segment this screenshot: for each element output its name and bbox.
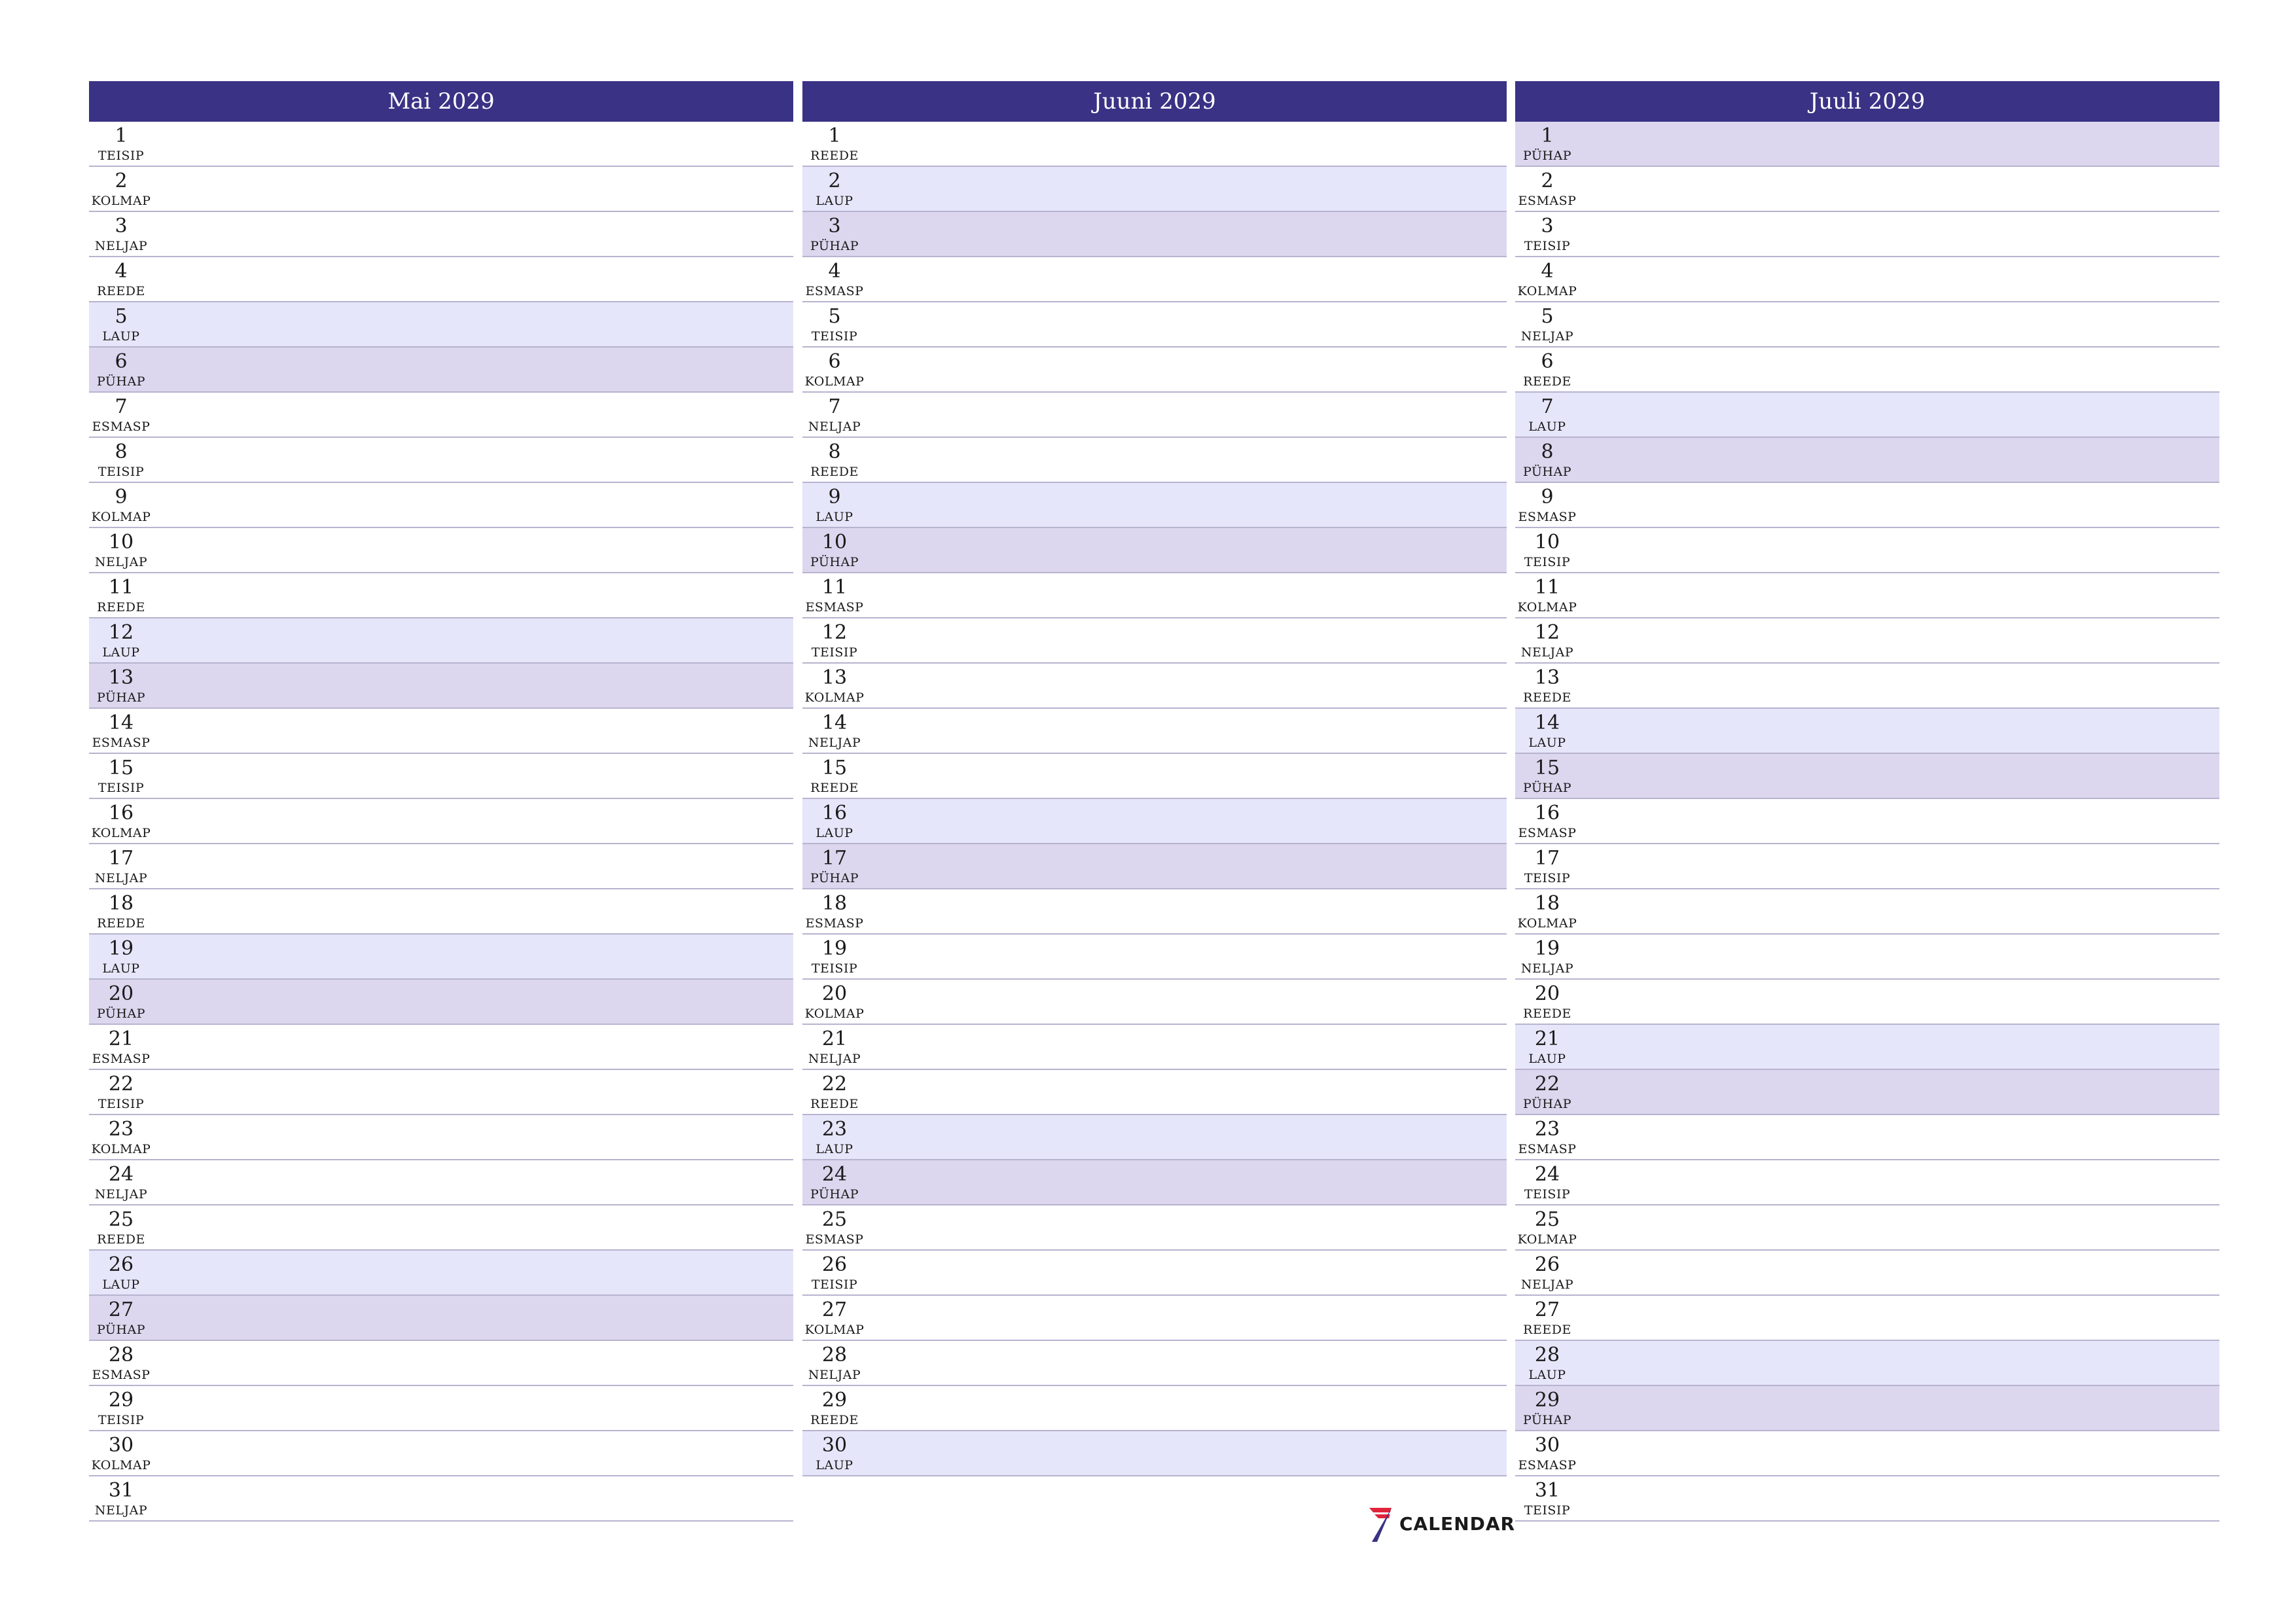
day-row[interactable] [1515, 348, 2219, 393]
day-number: 9 [828, 486, 841, 508]
day-row[interactable] [89, 1476, 793, 1522]
day-number: 25 [1534, 1208, 1560, 1231]
weekday-label: KOLMAP [91, 1142, 151, 1156]
weekday-label: KOLMAP [91, 826, 151, 840]
day-row[interactable] [89, 664, 793, 709]
day-row[interactable] [89, 1431, 793, 1476]
day-number: 10 [821, 531, 848, 554]
day-number: 11 [1534, 576, 1560, 599]
day-number: 20 [108, 982, 134, 1005]
day-number: 17 [1534, 847, 1560, 870]
day-number: 20 [1534, 982, 1560, 1005]
weekday-label: PÜHAP [96, 374, 146, 389]
day-row[interactable] [89, 1025, 793, 1070]
day-row[interactable] [1515, 889, 2219, 935]
day-row[interactable] [802, 664, 1507, 709]
weekday-label: TEISIP [98, 1413, 145, 1427]
weekday-label: NELJAP [1520, 645, 1574, 660]
weekday-label: LAUP [1528, 1052, 1566, 1066]
day-number: 16 [108, 802, 134, 825]
day-number: 16 [821, 802, 848, 825]
day-row[interactable] [802, 438, 1507, 483]
day-list [89, 122, 793, 1522]
day-row[interactable] [89, 212, 793, 257]
day-row[interactable] [802, 799, 1507, 844]
weekday-label: ESMASP [805, 600, 864, 615]
day-row[interactable] [1515, 1386, 2219, 1431]
day-row[interactable] [89, 618, 793, 664]
day-number: 6 [1541, 350, 1554, 373]
day-row[interactable] [89, 1251, 793, 1296]
day-number: 5 [1541, 305, 1554, 328]
day-number: 21 [108, 1027, 134, 1050]
day-number: 3 [115, 215, 128, 238]
weekday-label: TEISIP [98, 465, 145, 479]
weekday-label: LAUP [816, 826, 853, 840]
weekday-label: TEISIP [1524, 871, 1571, 885]
day-row[interactable] [89, 754, 793, 799]
weekday-label: ESMASP [1518, 1458, 1577, 1472]
month-title: Mai 2029 [89, 81, 793, 122]
day-number: 15 [108, 757, 134, 779]
day-number: 17 [821, 847, 848, 870]
day-row[interactable] [802, 844, 1507, 889]
day-number: 31 [108, 1479, 134, 1502]
weekday-label: LAUP [1528, 419, 1566, 434]
day-number: 1 [115, 124, 128, 147]
day-row[interactable] [89, 573, 793, 618]
weekday-label: REEDE [810, 149, 859, 163]
day-row[interactable] [1515, 1476, 2219, 1522]
weekday-label: TEISIP [1524, 555, 1571, 569]
day-row[interactable] [1515, 754, 2219, 799]
day-number: 16 [1534, 802, 1560, 825]
weekday-label: PÜHAP [96, 1323, 146, 1337]
day-number: 28 [108, 1344, 134, 1366]
day-number: 5 [828, 305, 841, 328]
weekday-label: KOLMAP [1517, 600, 1577, 615]
weekday-label: PÜHAP [1522, 781, 1572, 795]
day-number: 25 [821, 1208, 848, 1231]
day-number: 10 [108, 531, 134, 554]
day-row[interactable] [802, 167, 1507, 212]
day-row[interactable] [89, 889, 793, 935]
day-number: 28 [821, 1344, 848, 1366]
weekday-label: NELJAP [94, 1187, 148, 1202]
day-number: 7 [115, 395, 128, 418]
day-number: 3 [1541, 215, 1554, 238]
day-row[interactable] [89, 799, 793, 844]
weekday-label: TEISIP [98, 781, 145, 795]
day-number: 8 [115, 440, 128, 463]
weekday-label: LAUP [816, 194, 853, 208]
day-number: 4 [828, 260, 841, 283]
day-row[interactable] [802, 348, 1507, 393]
day-row[interactable] [1515, 618, 2219, 664]
weekday-label: KOLMAP [91, 194, 151, 208]
weekday-label: PÜHAP [1522, 149, 1572, 163]
weekday-label: KOLMAP [804, 1323, 865, 1337]
day-number: 6 [828, 350, 841, 373]
day-number: 9 [1541, 486, 1554, 508]
day-row[interactable] [1515, 483, 2219, 528]
day-row[interactable] [89, 1341, 793, 1386]
day-row[interactable] [1515, 1025, 2219, 1070]
day-row[interactable] [89, 1070, 793, 1115]
day-number: 2 [828, 169, 841, 192]
day-number: 19 [1534, 937, 1560, 960]
day-row[interactable] [1515, 257, 2219, 302]
day-number: 2 [115, 169, 128, 192]
day-number: 19 [108, 937, 134, 960]
month-column-june [802, 81, 1507, 1476]
day-number: 21 [1534, 1027, 1560, 1050]
day-number: 19 [821, 937, 848, 960]
day-number: 14 [108, 711, 134, 734]
weekday-label: ESMASP [805, 916, 864, 931]
day-number: 6 [115, 350, 128, 373]
weekday-label: KOLMAP [1517, 1232, 1577, 1247]
day-number: 29 [108, 1389, 134, 1412]
day-row[interactable] [802, 528, 1507, 573]
day-number: 11 [108, 576, 134, 599]
weekday-label: TEISIP [98, 1097, 145, 1111]
weekday-label: LAUP [1528, 736, 1566, 750]
weekday-label: PÜHAP [810, 871, 859, 885]
day-row[interactable] [802, 1341, 1507, 1386]
weekday-label: REEDE [1523, 1323, 1571, 1337]
day-row[interactable] [1515, 709, 2219, 754]
day-row[interactable] [89, 935, 793, 980]
day-row[interactable] [802, 1386, 1507, 1431]
day-row[interactable] [802, 980, 1507, 1025]
day-number: 18 [821, 892, 848, 915]
weekday-label: KOLMAP [1517, 916, 1577, 931]
weekday-label: PÜHAP [1522, 1097, 1572, 1111]
day-row[interactable] [1515, 1115, 2219, 1160]
weekday-label: ESMASP [805, 1232, 864, 1247]
weekday-label: REEDE [97, 600, 145, 615]
weekday-label: KOLMAP [91, 510, 151, 524]
weekday-label: LAUP [1528, 1368, 1566, 1382]
weekday-label: TEISIP [1524, 1187, 1571, 1202]
day-row[interactable] [1515, 212, 2219, 257]
day-row[interactable] [802, 618, 1507, 664]
weekday-label: LAUP [102, 645, 140, 660]
day-row[interactable] [1515, 1296, 2219, 1341]
day-row[interactable] [1515, 664, 2219, 709]
day-row[interactable] [802, 1431, 1507, 1476]
day-row[interactable] [89, 1296, 793, 1341]
day-row[interactable] [802, 1251, 1507, 1296]
weekday-label: LAUP [816, 1458, 853, 1472]
day-row[interactable] [802, 1205, 1507, 1251]
day-number: 22 [108, 1073, 134, 1096]
day-row[interactable] [89, 438, 793, 483]
weekday-label: REEDE [97, 284, 145, 298]
weekday-label: PÜHAP [1522, 1413, 1572, 1427]
weekday-label: NELJAP [808, 1368, 861, 1382]
day-row[interactable] [89, 393, 793, 438]
weekday-label: KOLMAP [804, 690, 865, 705]
day-row[interactable] [802, 257, 1507, 302]
day-number: 30 [821, 1434, 848, 1457]
day-row[interactable] [1515, 1205, 2219, 1251]
day-number: 30 [1534, 1434, 1560, 1457]
weekday-label: TEISIP [811, 645, 858, 660]
day-number: 22 [821, 1073, 848, 1096]
weekday-label: REEDE [810, 1097, 859, 1111]
day-row[interactable] [802, 573, 1507, 618]
day-number: 13 [1534, 666, 1560, 689]
day-number: 5 [115, 305, 128, 328]
weekday-label: REEDE [810, 465, 859, 479]
weekday-label: ESMASP [1518, 194, 1577, 208]
day-number: 4 [115, 260, 128, 283]
day-number: 28 [1534, 1344, 1560, 1366]
month-column-july [1515, 81, 2219, 1522]
day-number: 12 [108, 621, 134, 644]
weekday-label: REEDE [97, 1232, 145, 1247]
day-row[interactable] [89, 980, 793, 1025]
day-number: 23 [1534, 1118, 1560, 1141]
day-row[interactable] [802, 1160, 1507, 1205]
weekday-label: NELJAP [94, 1503, 148, 1518]
day-row[interactable] [802, 935, 1507, 980]
logo-text: CALENDAR [1399, 1513, 1516, 1535]
weekday-label: ESMASP [92, 1052, 151, 1066]
day-row[interactable] [1515, 935, 2219, 980]
day-number: 1 [828, 124, 841, 147]
day-row[interactable] [802, 1115, 1507, 1160]
day-number: 13 [821, 666, 848, 689]
day-number: 1 [1541, 124, 1554, 147]
day-number: 24 [1534, 1163, 1560, 1186]
weekday-label: NELJAP [1520, 961, 1574, 976]
day-number: 23 [108, 1118, 134, 1141]
weekday-label: NELJAP [94, 871, 148, 885]
weekday-label: PÜHAP [96, 1007, 146, 1021]
day-number: 12 [821, 621, 848, 644]
day-row[interactable] [1515, 167, 2219, 212]
weekday-label: REEDE [1523, 374, 1571, 389]
day-number: 26 [108, 1253, 134, 1276]
day-row[interactable] [89, 1160, 793, 1205]
day-number: 20 [821, 982, 848, 1005]
weekday-label: LAUP [102, 961, 140, 976]
day-row[interactable] [802, 709, 1507, 754]
day-number: 26 [1534, 1253, 1560, 1276]
month-title: Juuni 2029 [802, 81, 1507, 122]
weekday-label: LAUP [102, 1277, 140, 1292]
weekday-label: LAUP [816, 1142, 853, 1156]
day-row[interactable] [89, 257, 793, 302]
day-row[interactable] [1515, 122, 2219, 167]
day-row[interactable] [802, 393, 1507, 438]
day-row[interactable] [1515, 528, 2219, 573]
day-number: 24 [108, 1163, 134, 1186]
weekday-label: ESMASP [1518, 510, 1577, 524]
weekday-label: REEDE [1523, 690, 1571, 705]
day-number: 23 [821, 1118, 848, 1141]
day-number: 17 [108, 847, 134, 870]
weekday-label: NELJAP [808, 736, 861, 750]
weekday-label: PÜHAP [810, 555, 859, 569]
day-row[interactable] [802, 302, 1507, 348]
weekday-label: TEISIP [98, 149, 145, 163]
day-row[interactable] [802, 1296, 1507, 1341]
weekday-label: KOLMAP [91, 1458, 151, 1472]
day-number: 31 [1534, 1479, 1560, 1502]
day-number: 7 [1541, 395, 1554, 418]
weekday-label: NELJAP [94, 555, 148, 569]
day-number: 14 [821, 711, 848, 734]
day-number: 27 [821, 1298, 848, 1321]
weekday-label: REEDE [97, 916, 145, 931]
weekday-label: PÜHAP [810, 239, 859, 253]
day-number: 15 [821, 757, 848, 779]
month-title: Juuli 2029 [1515, 81, 2219, 122]
day-row[interactable] [1515, 573, 2219, 618]
day-row[interactable] [89, 302, 793, 348]
day-row[interactable] [89, 1115, 793, 1160]
day-row[interactable] [802, 212, 1507, 257]
weekday-label: KOLMAP [1517, 284, 1577, 298]
weekday-label: LAUP [102, 329, 140, 344]
day-row[interactable] [1515, 1070, 2219, 1115]
day-row[interactable] [1515, 799, 2219, 844]
weekday-label: PÜHAP [1522, 465, 1572, 479]
weekday-label: ESMASP [92, 1368, 151, 1382]
day-row[interactable] [1515, 980, 2219, 1025]
brand-logo[interactable] [1367, 1507, 1516, 1543]
day-row[interactable] [89, 1205, 793, 1251]
day-row[interactable] [89, 167, 793, 212]
weekday-label: PÜHAP [810, 1187, 859, 1202]
day-row[interactable] [89, 528, 793, 573]
weekday-label: NELJAP [94, 239, 148, 253]
weekday-label: PÜHAP [96, 690, 146, 705]
day-number: 10 [1534, 531, 1560, 554]
weekday-label: ESMASP [805, 284, 864, 298]
weekday-label: REEDE [810, 781, 859, 795]
weekday-label: NELJAP [808, 419, 861, 434]
day-number: 30 [108, 1434, 134, 1457]
day-number: 13 [108, 666, 134, 689]
day-row[interactable] [1515, 393, 2219, 438]
day-number: 27 [108, 1298, 134, 1321]
weekday-label: REEDE [1523, 1007, 1571, 1021]
day-row[interactable] [89, 1386, 793, 1431]
day-number: 29 [1534, 1389, 1560, 1412]
day-number: 4 [1541, 260, 1554, 283]
day-number: 14 [1534, 711, 1560, 734]
weekday-label: KOLMAP [804, 1007, 865, 1021]
weekday-label: KOLMAP [804, 374, 865, 389]
day-row[interactable] [89, 122, 793, 167]
weekday-label: ESMASP [1518, 826, 1577, 840]
day-number: 11 [821, 576, 848, 599]
day-number: 22 [1534, 1073, 1560, 1096]
day-row[interactable] [802, 1070, 1507, 1115]
day-row[interactable] [1515, 1160, 2219, 1205]
day-number: 24 [821, 1163, 848, 1186]
month-column-may [89, 81, 793, 1522]
day-number: 8 [1541, 440, 1554, 463]
day-number: 15 [1534, 757, 1560, 779]
day-row[interactable] [1515, 438, 2219, 483]
day-row[interactable] [89, 844, 793, 889]
day-list [1515, 122, 2219, 1522]
day-number: 7 [828, 395, 841, 418]
weekday-label: ESMASP [1518, 1142, 1577, 1156]
day-number: 26 [821, 1253, 848, 1276]
day-number: 8 [828, 440, 841, 463]
day-row[interactable] [1515, 1341, 2219, 1386]
day-number: 25 [108, 1208, 134, 1231]
day-list [802, 122, 1507, 1476]
weekday-label: TEISIP [1524, 1503, 1571, 1518]
weekday-label: TEISIP [811, 329, 858, 344]
weekday-label: NELJAP [1520, 329, 1574, 344]
day-row[interactable] [89, 348, 793, 393]
day-number: 12 [1534, 621, 1560, 644]
day-number: 21 [821, 1027, 848, 1050]
weekday-label: NELJAP [1520, 1277, 1574, 1292]
day-row[interactable] [89, 709, 793, 754]
day-number: 3 [828, 215, 841, 238]
weekday-label: NELJAP [808, 1052, 861, 1066]
day-number: 29 [821, 1389, 848, 1412]
day-number: 18 [108, 892, 134, 915]
day-row[interactable] [89, 483, 793, 528]
day-row[interactable] [1515, 302, 2219, 348]
day-row[interactable] [802, 889, 1507, 935]
day-row[interactable] [802, 754, 1507, 799]
day-row[interactable] [1515, 844, 2219, 889]
day-number: 9 [115, 486, 128, 508]
weekday-label: ESMASP [92, 736, 151, 750]
day-row[interactable] [802, 1025, 1507, 1070]
weekday-label: TEISIP [1524, 239, 1571, 253]
day-row[interactable] [1515, 1251, 2219, 1296]
day-number: 18 [1534, 892, 1560, 915]
weekday-label: ESMASP [92, 419, 151, 434]
day-row[interactable] [802, 483, 1507, 528]
seven-logo-icon [1367, 1507, 1393, 1543]
day-row[interactable] [802, 122, 1507, 167]
weekday-label: REEDE [810, 1413, 859, 1427]
day-number: 2 [1541, 169, 1554, 192]
day-number: 27 [1534, 1298, 1560, 1321]
weekday-label: TEISIP [811, 961, 858, 976]
weekday-label: TEISIP [811, 1277, 858, 1292]
weekday-label: LAUP [816, 510, 853, 524]
day-row[interactable] [1515, 1431, 2219, 1476]
